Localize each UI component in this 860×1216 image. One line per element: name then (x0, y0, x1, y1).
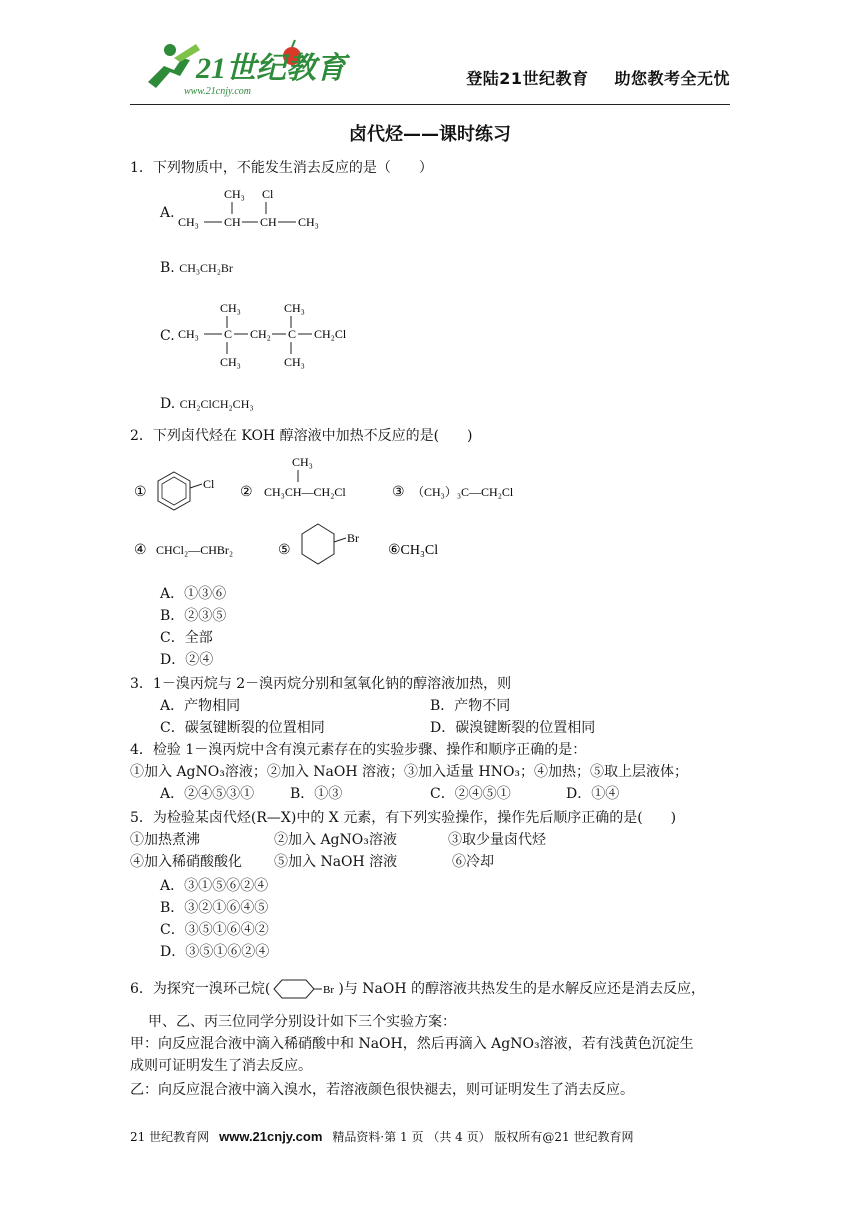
q2-n2: ② (240, 485, 253, 500)
q4-option-a: A．②④⑤③① (160, 786, 255, 802)
q1-d (160, 394, 254, 414)
footer-site-link[interactable]: www.21cnjy.com (219, 1129, 323, 1144)
q2-n5-br: Br (347, 531, 359, 545)
q2-n3-main: （CH₃）₃C—CH₂Cl (412, 485, 514, 499)
q6-stem-pre: 6．为探究一溴环己烷( (130, 981, 271, 997)
q2-n4-main: CHCl₂—CHBr₂ (156, 543, 234, 557)
q5-option-d: D．③⑤①⑥②④ (160, 944, 270, 960)
q6-jia-2: 成则可证明发生了消去反应。 (130, 1058, 312, 1074)
bond-line (334, 538, 346, 542)
q1-c-m2: C (224, 327, 233, 341)
q2-option-c: C．全部 (160, 630, 213, 646)
q3-stem: 3．1－溴丙烷与 2－溴丙烷分别和氢氧化钠的醇溶液加热，则 (130, 676, 512, 692)
site-logo (140, 30, 346, 100)
q4-option-d: D．①④ (566, 786, 620, 802)
q1-stem: 1．下列物质中，不能发生消去反应的是（ ） (130, 160, 433, 176)
q6-br: Br (323, 984, 335, 996)
q2-n2-top: CH₃ (292, 455, 313, 469)
q5-option-b: B．③②①⑥④⑤ (160, 900, 269, 916)
q3-option-d: D．碳溴键断裂的位置相同 (430, 720, 596, 736)
q2-n5: ⑤ (278, 543, 291, 558)
q1-d-label: D. (160, 396, 176, 412)
q4-option-b: B．①③ (290, 786, 343, 802)
q1-c-bot2: CH₃ (284, 355, 305, 369)
q2-n6: ⑥CH₃Cl (388, 543, 439, 558)
q6-jia-1: 甲：向反应混合液中滴入稀硝酸中和 NaOH，然后再滴入 AgNO₃溶液，若有浅黄色沉淀生 (130, 1036, 694, 1052)
q5-op2: ②加入 AgNO₃溶液 (274, 832, 397, 848)
slogan-left: 登陆21世纪教育 (466, 69, 589, 88)
q1-a-label: A. (160, 205, 175, 221)
q2-option-a: A．①③⑥ (160, 586, 227, 602)
q5-op5: ⑤加入 NaOH 溶液 (274, 854, 398, 870)
page-footer (130, 1128, 633, 1145)
page-title: 卤代烃——课时练习 (349, 124, 511, 145)
q1-c-m1: CH₃ (178, 327, 199, 341)
benzene-ring-icon (158, 472, 190, 510)
footer-left: 21 世纪教育网 (130, 1130, 210, 1144)
q2-stem: 2．下列卤代烃在 KOH 醇溶液中加热不反应的是( ) (130, 428, 473, 444)
header-slogan (466, 66, 730, 89)
q1-b (160, 258, 233, 278)
q2-n2-main: CH₃CH—CH₂Cl (264, 485, 346, 499)
q4-stem: 4．检验 1－溴丙烷中含有溴元素存在的实验步骤、操作和顺序正确的是： (130, 742, 587, 758)
q5-op6: ⑥冷却 (452, 854, 494, 870)
q6-stem-post: )与 NaOH 的醇溶液共热发生的是水解反应还是消去反应， (338, 981, 706, 997)
q2-option-d: D．②④ (160, 652, 214, 668)
q1-d-formula: CH₂ClCH₂CH₃ (179, 397, 254, 411)
q5-option-c: C．③⑤①⑥④② (160, 922, 269, 938)
q5-op3: ③取少量卤代烃 (448, 832, 546, 848)
q1-a-structure (176, 184, 336, 230)
q1-c-m5: CH₂Cl (314, 327, 347, 341)
q1-a-m2: CH (224, 215, 241, 229)
q1-c-m4: C (288, 327, 297, 341)
q2-n1-cl: Cl (203, 477, 215, 491)
q1-a-top1: CH₃ (224, 187, 245, 201)
q1-c-bot1: CH₃ (220, 355, 241, 369)
slogan-right: 助您教考全无忧 (614, 69, 730, 88)
runner-icon (148, 44, 200, 88)
q4-steps: ①加入 AgNO₃溶液；②加入 NaOH 溶液；③加入适量 HNO₃；④加热；⑤取上层液体； (130, 764, 689, 780)
q3-option-c: C．碳氢键断裂的位置相同 (160, 720, 325, 736)
q2-n1: ① (134, 485, 147, 500)
cyclohexane-ring-icon (302, 524, 334, 564)
q1-a-m1: CH₃ (178, 215, 199, 229)
bond-line (190, 484, 202, 488)
q1-a-m4: CH₃ (298, 215, 319, 229)
q1-a-top2: Cl (262, 187, 274, 201)
q5-option-a: A．③①⑤⑥②④ (160, 878, 269, 894)
q6-stem (130, 978, 705, 1000)
q1-b-formula: CH₃CH₂Br (179, 261, 233, 275)
q2-structures (130, 450, 550, 580)
q3-option-b: B．产物不同 (430, 698, 511, 714)
q5-stem: 5．为检验某卤代烃(R—X)中的 X 元素，有下列实验操作，操作先后顺序正确的是( ) (130, 810, 677, 826)
q1-c-m3: CH₂ (250, 327, 271, 341)
q2-n4: ④ (134, 543, 147, 558)
benzene-inner-ring (162, 477, 186, 505)
q2-n3: ③ (392, 485, 405, 500)
q1-b-label: B. (160, 260, 175, 276)
q1-c-structure (176, 298, 356, 370)
q1-c-label: C. (160, 328, 175, 344)
q4-option-c: C．②④⑤① (430, 786, 511, 802)
q1-a-m3: CH (260, 215, 277, 229)
q5-op4: ④加入稀硝酸酸化 (130, 854, 242, 870)
footer-right: 精品资料·第 1 页 （共 4 页） 版权所有@21 世纪教育网 (332, 1130, 634, 1144)
cyclohexyl-bromide-icon (270, 978, 338, 1000)
q3-option-a: A．产物相同 (160, 698, 241, 714)
logo-url: www.21cnjy.com (184, 86, 252, 97)
q5-op1: ①加热煮沸 (130, 832, 200, 848)
q6-yi: 乙：向反应混合液中滴入溴水，若溶液颜色很快褪去，则可证明发生了消去反应。 (130, 1082, 634, 1098)
q1-c-top2: CH₃ (284, 301, 305, 315)
q6-line2: 甲、乙、丙三位同学分别设计如下三个实验方案： (148, 1014, 456, 1030)
q1-c-top1: CH₃ (220, 301, 241, 315)
logo-text: 21世纪教育 (196, 52, 346, 85)
q2-option-b: B．②③⑤ (160, 608, 227, 624)
header-divider (130, 104, 730, 105)
